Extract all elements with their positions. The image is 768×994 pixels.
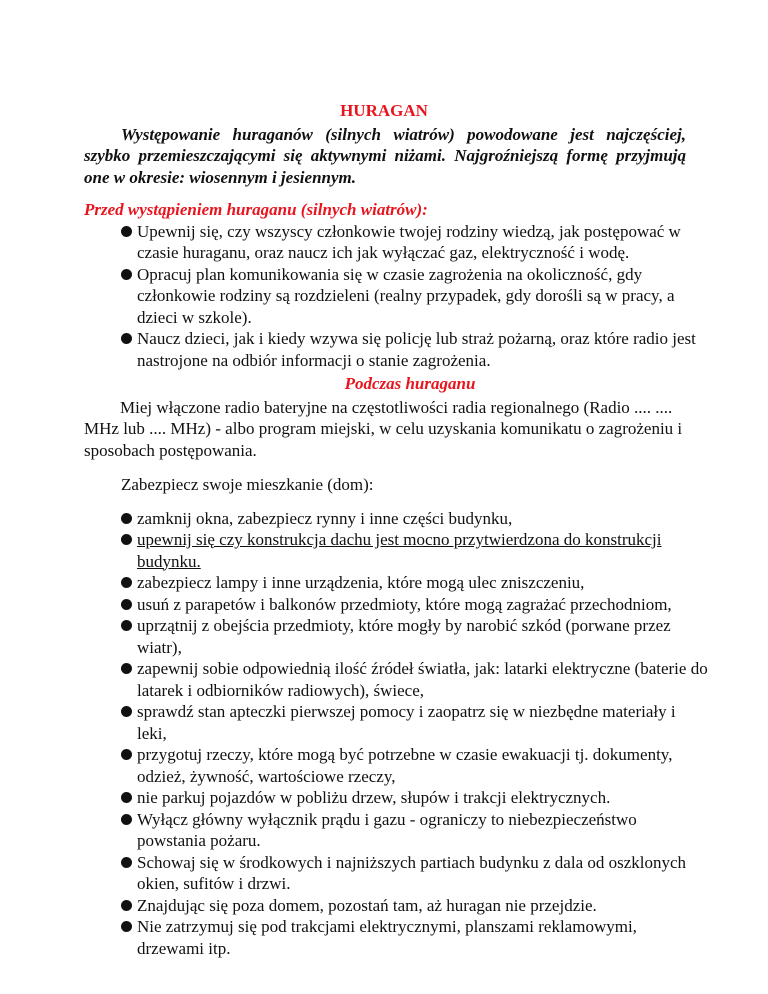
list-item-text: usuń z parapetów i balkonów przedmioty, które mogą zagrażać przechodniom, <box>137 594 672 614</box>
list-item-text: Upewnij się, czy wszyscy członkowie twojej rodziny wiedzą, jak postępować w czasie huraganu, oraz naucz ich jak wyłączać gaz, elektryczność i wodę. <box>137 221 681 262</box>
list-item <box>121 658 708 701</box>
list-item-text: upewnij się czy konstrukcja dachu jest mocno przytwierdzona do konstrukcji budynku. <box>137 530 662 571</box>
list-item-text: Naucz dzieci, jak i kiedy wzywa się policję lub straż pożarną, oraz które radio jest nastrojone na odbiór informacji o stanie zagrożenia. <box>137 329 696 370</box>
bullet-icon <box>121 900 132 911</box>
before-hurricane-heading: Przed wystąpieniem huraganu (silnych wiatrów): <box>84 200 428 219</box>
list-item <box>121 594 708 616</box>
list-item-text: Opracuj plan komunikowania się w czasie zagrożenia na okoliczność, gdy członkowie rodziny są rozdzieleni (realny przypadek, gdy dorośli są w pracy, a dzieci w szkole). <box>137 264 675 327</box>
list-item-text: nie parkuj pojazdów w pobliżu drzew, słupów i trakcji elektrycznych. <box>137 788 611 807</box>
radio-paragraph: Miej włączone radio bateryjne na częstotliwości radia regionalnego (Radio .... .... MHz lub .... MHz) - albo program miejski, w celu uzyskania komunikatu o zagrożeniu i sposobach postępowania. <box>84 397 683 460</box>
list-item-text: przygotuj rzeczy, które mogą być potrzebne w czasie ewakuacji tj. dokumenty, odzież, żywność, wartościowe rzeczy, <box>137 745 673 786</box>
bullet-icon <box>121 333 132 344</box>
list-item <box>121 916 708 959</box>
list-item <box>121 572 708 594</box>
during-hurricane-heading: Podczas huraganu <box>344 374 476 393</box>
bullet-icon <box>121 792 132 803</box>
list-item-text: Schowaj się w środkowych i najniższych partiach budynku z dala od oszklonych okien, sufitów i drzwi. <box>137 852 687 893</box>
list-item <box>121 615 708 658</box>
list-item-text: Znajdując się poza domem, pozostań tam, aż huragan nie przejdzie. <box>137 895 597 915</box>
bullet-icon <box>121 620 132 631</box>
list-item <box>121 529 708 572</box>
bullet-icon <box>121 577 132 588</box>
list-item <box>121 264 708 329</box>
list-item-text: sprawdź stan apteczki pierwszej pomocy i zaopatrz się w niezbędne materiały i leki, <box>137 702 676 743</box>
list-item <box>121 895 708 917</box>
document-title: HURAGAN <box>340 101 428 120</box>
list-item-text: zamknij okna, zabezpiecz rynny i inne części budynku, <box>137 508 513 528</box>
bullet-icon <box>121 226 132 237</box>
bullet-icon <box>121 857 132 868</box>
secure-home-paragraph: Zabezpiecz swoje mieszkanie (dom): <box>121 475 374 494</box>
bullet-icon <box>121 921 132 932</box>
list-item-text: Wyłącz główny wyłącznik prądu i gazu - ograniczy to niebezpieczeństwo powstania pożaru. <box>137 809 637 850</box>
bullet-icon <box>121 269 132 280</box>
bullet-icon <box>121 534 132 545</box>
bullet-icon <box>121 513 132 524</box>
list-item <box>121 508 708 530</box>
list-item <box>121 852 708 895</box>
bullet-icon <box>121 599 132 610</box>
bullet-icon <box>121 814 132 825</box>
list-item <box>121 701 708 744</box>
intro-paragraph: Występowanie huraganów (silnych wiatrów) powodowane jest najczęściej, szybko przemieszczającymi się aktywnymi niżami. Najgroźniejszą formę przyjmują one w okresie: wiosennym i jesiennym. <box>84 124 686 187</box>
bullet-icon <box>121 706 132 717</box>
list-item <box>121 787 708 809</box>
list-item <box>121 744 708 787</box>
list-item-text: uprzątnij z obejścia przedmioty, które mogły by narobić szkód (porwane przez wiatr), <box>137 616 671 657</box>
list-item <box>121 328 708 371</box>
list-item-text: zabezpiecz lampy i inne urządzenia, które mogą ulec zniszczeniu, <box>137 573 585 592</box>
during-hurricane-list <box>121 508 708 960</box>
bullet-icon <box>121 663 132 674</box>
list-item <box>121 221 708 264</box>
list-item-text: Nie zatrzymuj się pod trakcjami elektrycznymi, planszami reklamowymi, drzewami itp. <box>137 917 637 958</box>
list-item-text: zapewnij sobie odpowiednią ilość źródeł światła, jak: latarki elektryczne (baterie do latarek i odbiorników radiowych), świece, <box>137 659 708 700</box>
before-hurricane-list <box>121 221 708 372</box>
list-item <box>121 809 708 852</box>
bullet-icon <box>121 749 132 760</box>
